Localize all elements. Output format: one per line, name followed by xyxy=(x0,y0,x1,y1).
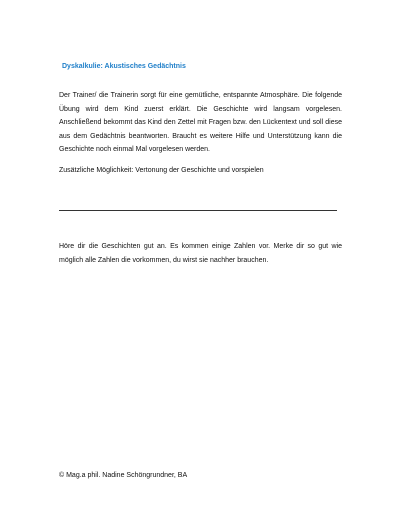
intro-paragraph: Der Trainer/ die Trainerin sorgt für eine gemütliche, entspannte Atmosphäre. Die folgende Übung wird dem Kind zuerst erklärt. Die Geschichte wird langsam vorgelesen. Anschließend bekommt das Kind den Zettel mit Fragen bzw. den Lückentext und soll diese aus dem Gedächtnis beantworten. Braucht es weitere Hilfe und Unterstützung kann die Geschichte noch einmal Mal vorgelesen werden. xyxy=(59,92,342,153)
document-title: Dyskalkulie: Akustisches Gedächtnis xyxy=(62,63,186,70)
copyright-footer: © Mag.a phil. Nadine Schöngrundner, BA xyxy=(59,472,188,479)
separator-line xyxy=(59,210,337,211)
extra-option-paragraph: Zusätzliche Möglichkeit: Vertonung der Geschichte und vorspielen xyxy=(59,167,264,174)
story-instruction-paragraph: Höre dir die Geschichten gut an. Es kommen einige Zahlen vor. Merke dir so gut wie möglich alle Zahlen die vorkommen, du wirst sie nachher brauchen. xyxy=(59,243,342,264)
